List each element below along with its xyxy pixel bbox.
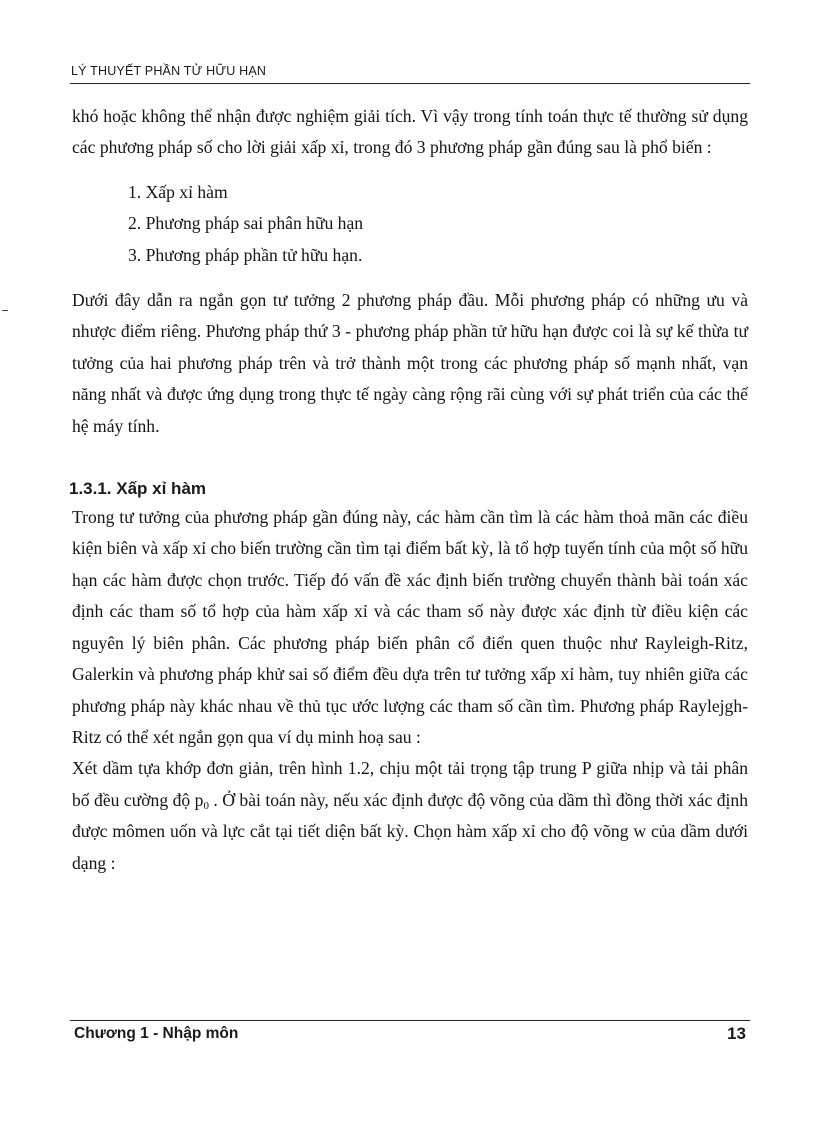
paragraph-example [72, 753, 748, 879]
list-item: 1. Xấp xỉ hàm [128, 181, 228, 202]
methods-list [128, 177, 748, 271]
example-text-end: . Ở bài toán này, nếu xác định được độ võng của dầm thì đồng thời xác định được mômen uốn và lực cắt tại tiết diện bất kỳ. Chọn hàm xấp xỉ cho độ võng w của dầm dưới dạng : [72, 789, 749, 873]
paragraph-intro: khó hoặc không thể nhận được nghiệm giải tích. Vì vậy trong tính toán thực tế thường sử dụng các phương pháp số cho lời giải xấp xỉ, trong đó 3 phương pháp gần đúng sau là phổ biến : [72, 106, 748, 158]
footer-chapter: Chương 1 - Nhập môn [74, 1025, 239, 1042]
example-text-start: Xét dầm tựa khớp đơn giản, trên hình 1.2, chịu một tải trọng tập trung P giữa nhịp và tải phân bố đều cường độ p [72, 758, 748, 810]
header-rule [70, 83, 750, 84]
list-item: 2. Phương pháp sai phân hữu hạn [128, 213, 364, 234]
margin-mark [2, 310, 8, 311]
body-text [69, 101, 749, 879]
footer-rule [70, 1020, 750, 1021]
list-item: 3. Phương pháp phần tử hữu hạn. [128, 244, 363, 265]
subscript-zero: 0 [203, 799, 209, 812]
page-number: 13 [727, 1024, 746, 1043]
running-header: LÝ THUYẾT PHẦN TỬ HỮU HẠN [71, 64, 267, 78]
section-heading: 1.3.1. Xấp xỉ hàm [69, 479, 207, 499]
paragraph-section: Trong tư tưởng của phương pháp gần đúng này, các hàm cần tìm là các hàm thoả mãn các điều kiện biên và xấp xỉ cho biến trường cần tìm tại điểm bất kỳ, là tổ hợp tuyến tính của một số hữu hạn các hàm được chọn trước. Tiếp đó vấn đề xác định biến trường chuyển thành bài toán xác định các tham số tổ hợp của hàm xấp xỉ và các tham số này được xác định từ điều kiện các nguyên lý biên phân. Các phương pháp biến phân cổ điển quen thuộc như Rayleigh-Ritz, Galerkin và phương pháp khử sai số điểm đều dựa trên tư tưởng xấp xỉ hàm, tuy nhiên giữa các phương pháp này khác nhau về thủ tục ước lượng các tham số cần tìm. Phương pháp Raylejgh-Ritz có thể xét ngắn gọn qua ví dụ minh hoạ sau : [72, 507, 748, 747]
paragraph-overview: Dưới đây dẫn ra ngắn gọn tư tưởng 2 phương pháp đầu. Mỗi phương pháp có những ưu và nhược điểm riêng. Phương pháp thứ 3 - phương pháp phần tử hữu hạn được coi là sự kế thừa tư tưởng của hai phương pháp trên và trở thành một trong các phương pháp số mạnh nhất, vạn năng nhất và được ứng dụng trong thực tế ngày càng rộng rãi cùng với sự phát triển của các thế hệ máy tính. [72, 290, 748, 436]
